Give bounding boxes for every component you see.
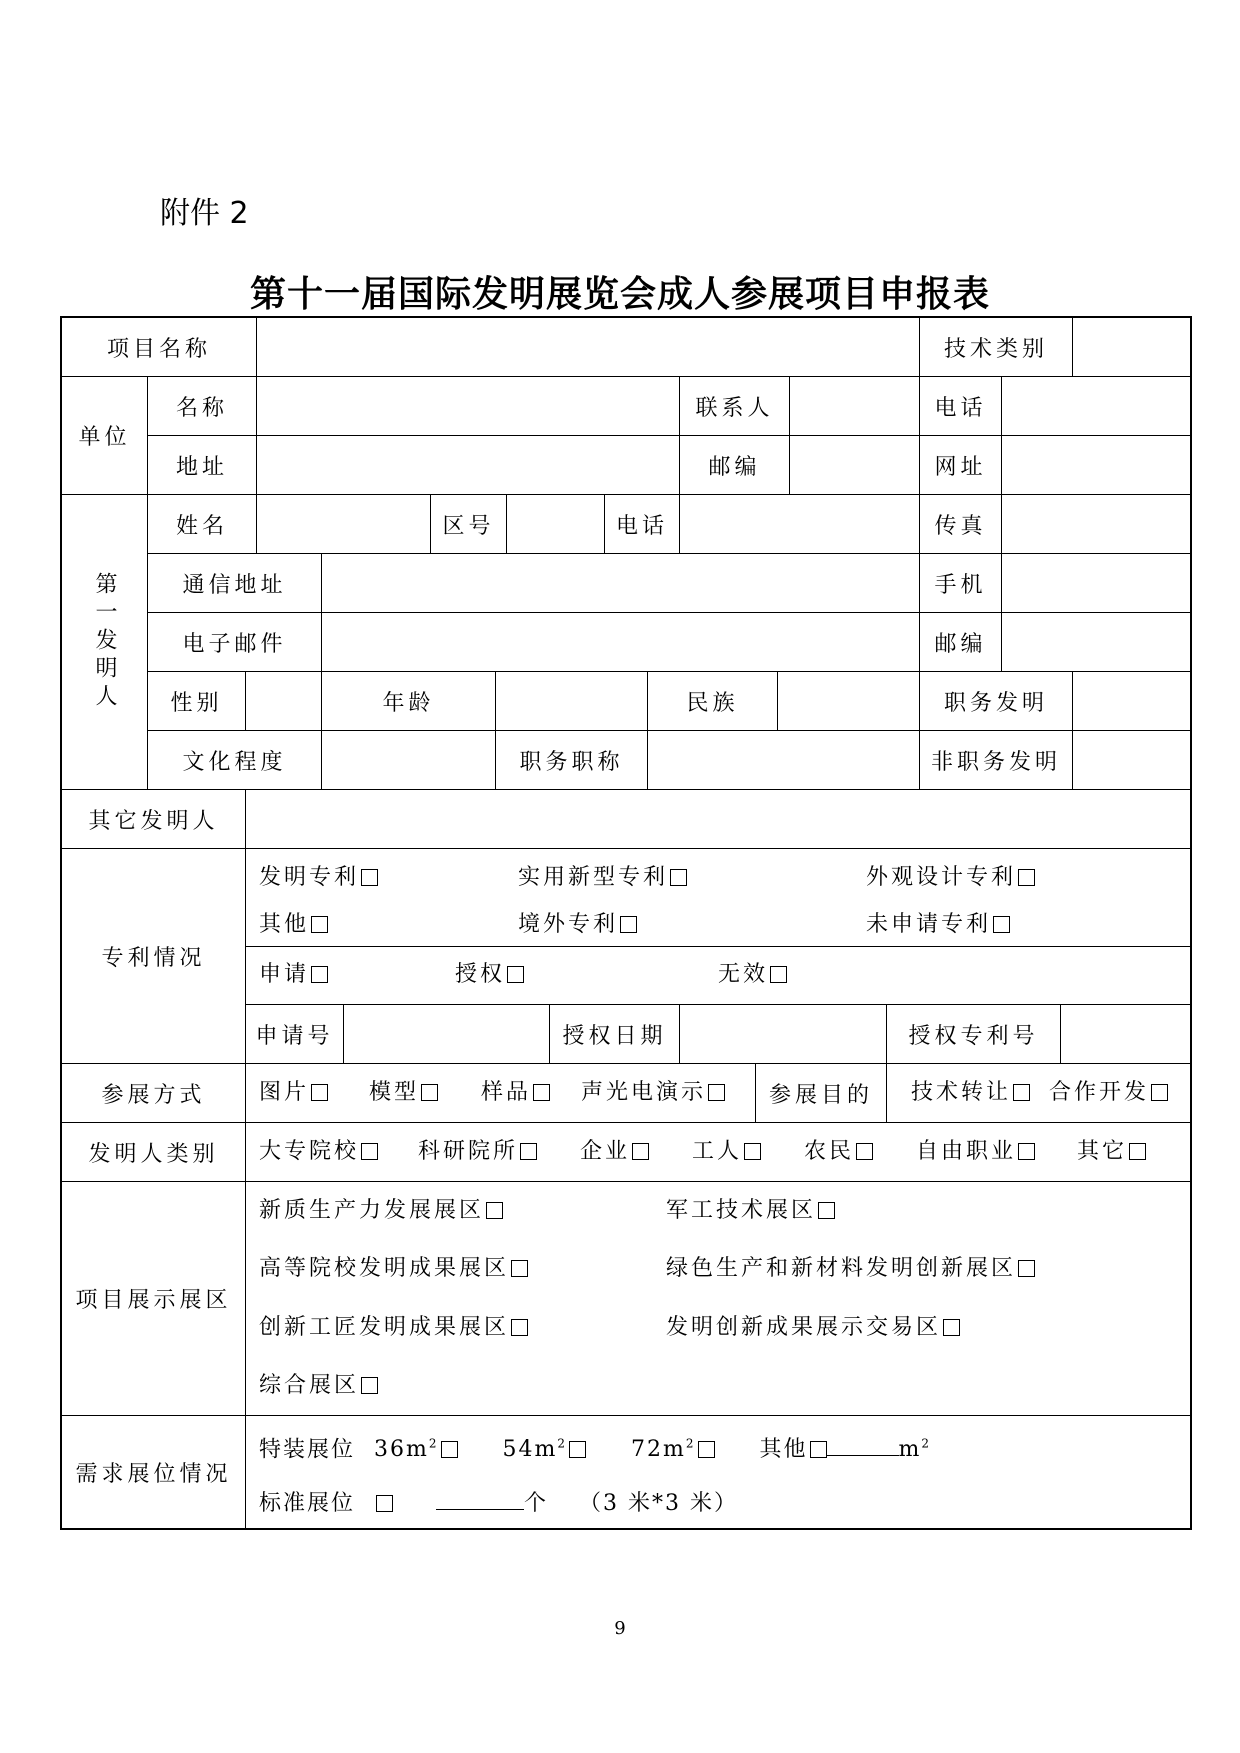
inventor-name-field[interactable] [257, 495, 430, 553]
count-unit: 个 [524, 1491, 549, 1516]
project-name-field[interactable] [257, 318, 919, 376]
exhibit-purpose-label: 参展目的 [768, 1082, 873, 1108]
service-invention-label: 职务发明 [943, 690, 1048, 716]
category-farmer-option[interactable]: 农民 [804, 1138, 873, 1166]
unit-website-label: 网址 [934, 454, 987, 480]
tech-category-label: 技术类别 [943, 336, 1048, 362]
zone-university-checkbox[interactable] [511, 1260, 528, 1277]
zone-trade-checkbox[interactable] [943, 1319, 960, 1336]
gender-label: 性别 [170, 690, 223, 716]
zone-craftsman-checkbox[interactable] [511, 1319, 528, 1336]
patent-other-option[interactable]: 其他 [259, 911, 328, 939]
booth-72-checkbox[interactable] [698, 1441, 715, 1458]
mode-picture-option[interactable]: 图片 [259, 1079, 328, 1107]
mode-demo-checkbox[interactable] [708, 1084, 725, 1101]
purpose-transfer-option[interactable]: 技术转让 [911, 1079, 1030, 1107]
unit-address-label: 地址 [175, 454, 228, 480]
mode-model-option[interactable]: 模型 [369, 1079, 438, 1107]
fax-field[interactable] [1002, 495, 1190, 553]
inventor-postcode-label: 邮编 [934, 631, 987, 657]
design-patent-option[interactable]: 外观设计专利 [866, 864, 1035, 892]
category-college-option[interactable]: 大专院校 [259, 1138, 378, 1166]
table-border-right [1190, 316, 1192, 1530]
special-booth-row [259, 1430, 931, 1464]
category-college-checkbox[interactable] [361, 1143, 378, 1160]
mode-sample-option[interactable]: 样品 [481, 1079, 550, 1107]
booth-54-option[interactable]: $54m^2$ [503, 1437, 587, 1462]
invalid-checkbox[interactable] [770, 966, 787, 983]
zone-new-productivity-checkbox[interactable] [486, 1202, 503, 1219]
non-service-invention-label: 非职务发明 [930, 749, 1061, 775]
area-code-label: 区号 [442, 513, 495, 539]
table-border-bottom [60, 1528, 1192, 1530]
category-freelance-option[interactable]: 自由职业 [916, 1138, 1035, 1166]
unit-address-field[interactable] [257, 436, 679, 494]
job-title-field[interactable] [648, 731, 919, 789]
category-worker-option[interactable]: 工人 [692, 1138, 761, 1166]
mobile-label: 手机 [934, 572, 987, 598]
project-name-label: 项目名称 [106, 336, 211, 362]
standard-booth-size-note: （3 米*3 米） [579, 1491, 739, 1516]
not-applied-checkbox[interactable] [993, 916, 1010, 933]
invalid-option[interactable]: 无效 [718, 961, 787, 989]
utility-model-checkbox[interactable] [670, 869, 687, 886]
unit-phone-label: 电话 [934, 395, 987, 421]
mode-sample-checkbox[interactable] [533, 1084, 550, 1101]
zone-craftsman-option[interactable]: 创新工匠发明成果展区 [259, 1314, 528, 1342]
unit-postcode-label: 邮编 [708, 454, 761, 480]
category-institute-checkbox[interactable] [520, 1143, 537, 1160]
inventor-name-label: 姓名 [175, 513, 228, 539]
patent-no-field[interactable] [1061, 1005, 1190, 1063]
applied-option[interactable]: 申请 [259, 961, 328, 989]
area-code-field[interactable] [507, 495, 604, 553]
mode-model-checkbox[interactable] [421, 1084, 438, 1101]
category-freelance-checkbox[interactable] [1018, 1143, 1035, 1160]
mode-demo-option[interactable]: 声光电演示 [581, 1079, 725, 1107]
other-inventors-label: 其它发明人 [88, 808, 219, 834]
zone-comprehensive-option[interactable]: 综合展区 [259, 1372, 378, 1400]
booth-other-area-blank[interactable] [827, 1433, 899, 1456]
education-field[interactable] [322, 731, 495, 789]
zone-university-option[interactable]: 高等院校发明成果展区 [259, 1255, 528, 1283]
zone-comprehensive-checkbox[interactable] [361, 1377, 378, 1394]
booth-other-checkbox[interactable] [810, 1441, 827, 1458]
unit-postcode-field[interactable] [790, 436, 919, 494]
zone-new-productivity-option[interactable]: 新质生产力发展展区 [259, 1197, 503, 1225]
purpose-cooperation-checkbox[interactable] [1151, 1084, 1168, 1101]
service-invention-field[interactable] [1073, 672, 1190, 730]
inventor-postcode-field[interactable] [1002, 613, 1190, 671]
granted-option[interactable]: 授权 [455, 961, 524, 989]
unit-phone-field[interactable] [1002, 377, 1190, 435]
other-inventors-field[interactable] [246, 790, 1190, 848]
applied-checkbox[interactable] [311, 966, 328, 983]
category-institute-option[interactable]: 科研院所 [418, 1138, 537, 1166]
zone-military-option[interactable]: 军工技术展区 [666, 1197, 835, 1225]
unit-name-label: 名称 [175, 395, 228, 421]
attachment-label: 附件 2 [160, 196, 249, 231]
patent-other-checkbox[interactable] [311, 916, 328, 933]
utility-model-option[interactable]: 实用新型专利 [518, 864, 687, 892]
category-farmer-checkbox[interactable] [856, 1143, 873, 1160]
form-title: 第十一届国际发明展览会成人参展项目申报表 [249, 273, 990, 315]
booth-needs-label: 需求展位情况 [75, 1461, 232, 1487]
non-service-invention-field[interactable] [1073, 731, 1190, 789]
tech-category-field[interactable] [1073, 318, 1190, 376]
patent-status-label: 专利情况 [101, 945, 206, 971]
mode-picture-checkbox[interactable] [311, 1084, 328, 1101]
standard-booth-row [259, 1487, 738, 1518]
category-worker-checkbox[interactable] [744, 1143, 761, 1160]
unit-website-field[interactable] [1002, 436, 1190, 494]
zone-green-materials-checkbox[interactable] [1018, 1260, 1035, 1277]
education-label: 文化程度 [182, 749, 287, 775]
contact-person-label: 联系人 [695, 395, 774, 421]
mobile-field[interactable] [1002, 554, 1190, 612]
job-title-label: 职务职称 [519, 749, 624, 775]
email-field[interactable] [322, 613, 919, 671]
gender-field[interactable] [246, 672, 321, 730]
exhibit-zone-label: 项目展示展区 [75, 1288, 232, 1313]
zone-green-materials-option[interactable]: 绿色生产和新材料发明创新展区 [666, 1255, 1035, 1283]
email-label: 电子邮件 [182, 631, 287, 657]
booth-other-option[interactable]: 其他 $m^2$ [760, 1437, 932, 1462]
zone-trade-option[interactable]: 发明创新成果展示交易区 [666, 1314, 960, 1342]
exhibit-mode-label: 参展方式 [101, 1082, 206, 1108]
ethnicity-field[interactable] [778, 672, 919, 730]
zone-military-checkbox[interactable] [818, 1202, 835, 1219]
unit-label: 单位 [78, 425, 131, 450]
age-field[interactable] [496, 672, 647, 730]
inventor-category-label: 发明人类别 [88, 1141, 219, 1167]
contact-person-field[interactable] [790, 377, 919, 435]
purpose-cooperation-option[interactable]: 合作开发 [1049, 1079, 1168, 1107]
mail-address-label: 通信地址 [182, 572, 287, 598]
design-patent-checkbox[interactable] [1018, 869, 1035, 886]
standard-booth-checkbox[interactable] [376, 1495, 393, 1512]
foreign-patent-option[interactable]: 境外专利 [518, 911, 637, 939]
category-other-option[interactable]: 其它 [1077, 1138, 1146, 1166]
category-enterprise-checkbox[interactable] [632, 1143, 649, 1160]
unit-name-field[interactable] [257, 377, 679, 435]
grant-date-field[interactable] [680, 1005, 886, 1063]
fax-label: 传真 [934, 513, 987, 539]
invention-patent-checkbox[interactable] [361, 869, 378, 886]
foreign-patent-checkbox[interactable] [620, 916, 637, 933]
page-number: 9 [614, 1618, 626, 1639]
standard-booth-count-blank[interactable] [436, 1487, 524, 1510]
standard-booth-label: 标准展位 [259, 1491, 356, 1516]
ethnicity-label: 民族 [686, 690, 739, 716]
patent-no-label: 授权专利号 [908, 1023, 1039, 1049]
inventor-phone-label: 电话 [615, 513, 668, 539]
inventor-phone-field[interactable] [680, 495, 919, 553]
booth-54-checkbox[interactable] [569, 1441, 586, 1458]
purpose-transfer-checkbox[interactable] [1013, 1084, 1030, 1101]
booth-36-checkbox[interactable] [441, 1441, 458, 1458]
grant-date-label: 授权日期 [562, 1023, 667, 1049]
category-other-checkbox[interactable] [1129, 1143, 1146, 1160]
invention-patent-option[interactable]: 发明专利 [259, 864, 378, 892]
application-no-field[interactable] [344, 1005, 549, 1063]
special-booth-label: 特装展位 [259, 1437, 356, 1463]
category-enterprise-option[interactable]: 企业 [580, 1138, 649, 1166]
granted-checkbox[interactable] [507, 966, 524, 983]
booth-72-option[interactable]: $72m^2$ [631, 1437, 715, 1462]
first-inventor-label: 第一发明人 [92, 572, 117, 712]
booth-36-option[interactable]: $36m^2$ [374, 1437, 458, 1462]
not-applied-option[interactable]: 未申请专利 [866, 911, 1010, 939]
mail-address-field[interactable] [322, 554, 919, 612]
age-label: 年龄 [382, 690, 435, 716]
application-no-label: 申请号 [255, 1023, 334, 1049]
